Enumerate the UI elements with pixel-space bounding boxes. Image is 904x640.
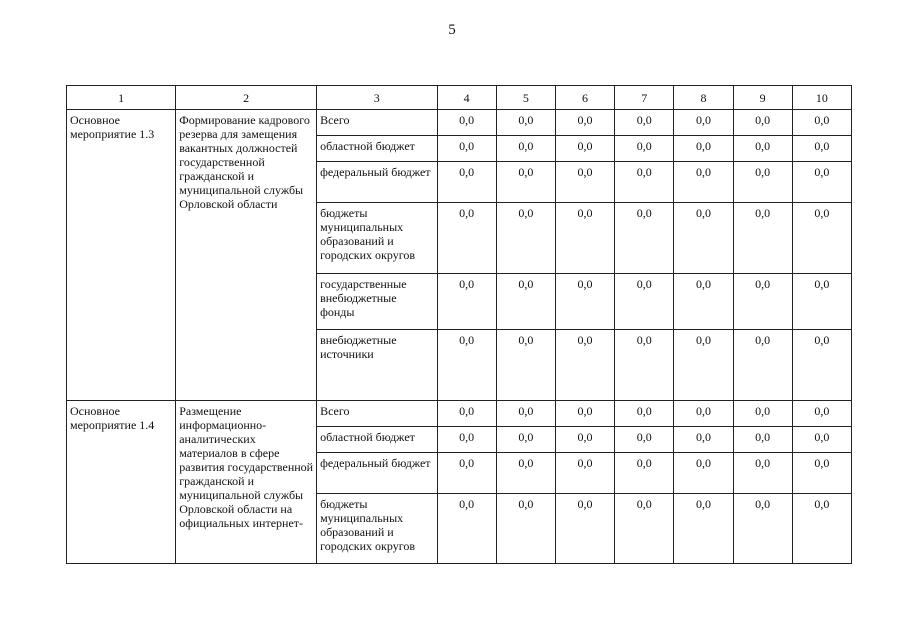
funding-source: федеральный бюджет — [317, 162, 437, 203]
page-number: 5 — [448, 22, 456, 38]
event-name: Основное мероприятие 1.3 — [67, 110, 176, 401]
amount-cell: 0,0 — [792, 453, 851, 494]
amount-cell: 0,0 — [733, 494, 792, 564]
column-header: 6 — [555, 86, 614, 110]
amount-cell: 0,0 — [496, 453, 555, 494]
amount-cell: 0,0 — [674, 162, 733, 203]
amount-cell: 0,0 — [792, 110, 851, 136]
amount-cell: 0,0 — [496, 162, 555, 203]
amount-cell: 0,0 — [674, 453, 733, 494]
amount-cell: 0,0 — [496, 494, 555, 564]
funding-source: федеральный бюджет — [317, 453, 437, 494]
funding-source: государственные внебюджетные фонды — [317, 274, 437, 330]
amount-cell: 0,0 — [733, 401, 792, 427]
amount-cell: 0,0 — [733, 330, 792, 401]
amount-cell: 0,0 — [792, 330, 851, 401]
amount-cell: 0,0 — [792, 203, 851, 274]
amount-cell: 0,0 — [496, 136, 555, 162]
amount-cell: 0,0 — [733, 274, 792, 330]
amount-cell: 0,0 — [555, 330, 614, 401]
funding-source: Всего — [317, 401, 437, 427]
funding-source: внебюджетные источники — [317, 330, 437, 401]
amount-cell: 0,0 — [615, 136, 674, 162]
amount-cell: 0,0 — [437, 110, 496, 136]
event-description: Формирование кадрового резерва для замещения вакантных должностей государственной гражданской и муниципальной службы Орловской области — [176, 110, 317, 401]
column-header: 4 — [437, 86, 496, 110]
column-header: 7 — [615, 86, 674, 110]
amount-cell: 0,0 — [496, 427, 555, 453]
amount-cell: 0,0 — [733, 203, 792, 274]
amount-cell: 0,0 — [733, 453, 792, 494]
amount-cell: 0,0 — [555, 494, 614, 564]
amount-cell: 0,0 — [733, 110, 792, 136]
amount-cell: 0,0 — [555, 453, 614, 494]
amount-cell: 0,0 — [792, 494, 851, 564]
table-row — [67, 110, 852, 136]
funding-source: бюджеты муниципальных образований и городских округов — [317, 203, 437, 274]
amount-cell: 0,0 — [792, 162, 851, 203]
amount-cell: 0,0 — [437, 401, 496, 427]
amount-cell: 0,0 — [437, 330, 496, 401]
amount-cell: 0,0 — [615, 494, 674, 564]
amount-cell: 0,0 — [792, 427, 851, 453]
amount-cell: 0,0 — [792, 136, 851, 162]
amount-cell: 0,0 — [615, 453, 674, 494]
amount-cell: 0,0 — [555, 203, 614, 274]
amount-cell: 0,0 — [615, 330, 674, 401]
header-row — [67, 86, 852, 110]
amount-cell: 0,0 — [496, 274, 555, 330]
budget-table — [66, 85, 852, 564]
amount-cell: 0,0 — [555, 162, 614, 203]
amount-cell: 0,0 — [437, 203, 496, 274]
amount-cell: 0,0 — [496, 330, 555, 401]
column-header: 5 — [496, 86, 555, 110]
amount-cell: 0,0 — [437, 494, 496, 564]
funding-source: бюджеты муниципальных образований и городских округов — [317, 494, 437, 564]
table-row — [67, 401, 852, 427]
column-header: 9 — [733, 86, 792, 110]
amount-cell: 0,0 — [674, 110, 733, 136]
funding-source: Всего — [317, 110, 437, 136]
amount-cell: 0,0 — [555, 401, 614, 427]
column-header: 8 — [674, 86, 733, 110]
amount-cell: 0,0 — [437, 274, 496, 330]
amount-cell: 0,0 — [733, 136, 792, 162]
amount-cell: 0,0 — [496, 110, 555, 136]
amount-cell: 0,0 — [792, 274, 851, 330]
amount-cell: 0,0 — [437, 453, 496, 494]
funding-source: областной бюджет — [317, 136, 437, 162]
column-header: 1 — [67, 86, 176, 110]
amount-cell: 0,0 — [615, 162, 674, 203]
amount-cell: 0,0 — [733, 162, 792, 203]
event-description: Размещение информационно-аналитических материалов в сфере развития государственной гражданской и муниципальной службы Орловской области на официальных интернет- — [176, 401, 317, 564]
column-header: 10 — [792, 86, 851, 110]
column-header: 2 — [176, 86, 317, 110]
amount-cell: 0,0 — [437, 136, 496, 162]
amount-cell: 0,0 — [674, 427, 733, 453]
amount-cell: 0,0 — [615, 401, 674, 427]
amount-cell: 0,0 — [496, 401, 555, 427]
amount-cell: 0,0 — [674, 274, 733, 330]
amount-cell: 0,0 — [555, 136, 614, 162]
column-header: 3 — [317, 86, 437, 110]
amount-cell: 0,0 — [615, 274, 674, 330]
amount-cell: 0,0 — [674, 330, 733, 401]
amount-cell: 0,0 — [792, 401, 851, 427]
amount-cell: 0,0 — [674, 136, 733, 162]
amount-cell: 0,0 — [437, 427, 496, 453]
amount-cell: 0,0 — [674, 401, 733, 427]
amount-cell: 0,0 — [555, 427, 614, 453]
amount-cell: 0,0 — [733, 427, 792, 453]
event-name: Основное мероприятие 1.4 — [67, 401, 176, 564]
amount-cell: 0,0 — [615, 427, 674, 453]
amount-cell: 0,0 — [555, 110, 614, 136]
amount-cell: 0,0 — [615, 110, 674, 136]
amount-cell: 0,0 — [615, 203, 674, 274]
funding-source: областной бюджет — [317, 427, 437, 453]
amount-cell: 0,0 — [674, 494, 733, 564]
amount-cell: 0,0 — [437, 162, 496, 203]
amount-cell: 0,0 — [674, 203, 733, 274]
amount-cell: 0,0 — [555, 274, 614, 330]
amount-cell: 0,0 — [496, 203, 555, 274]
